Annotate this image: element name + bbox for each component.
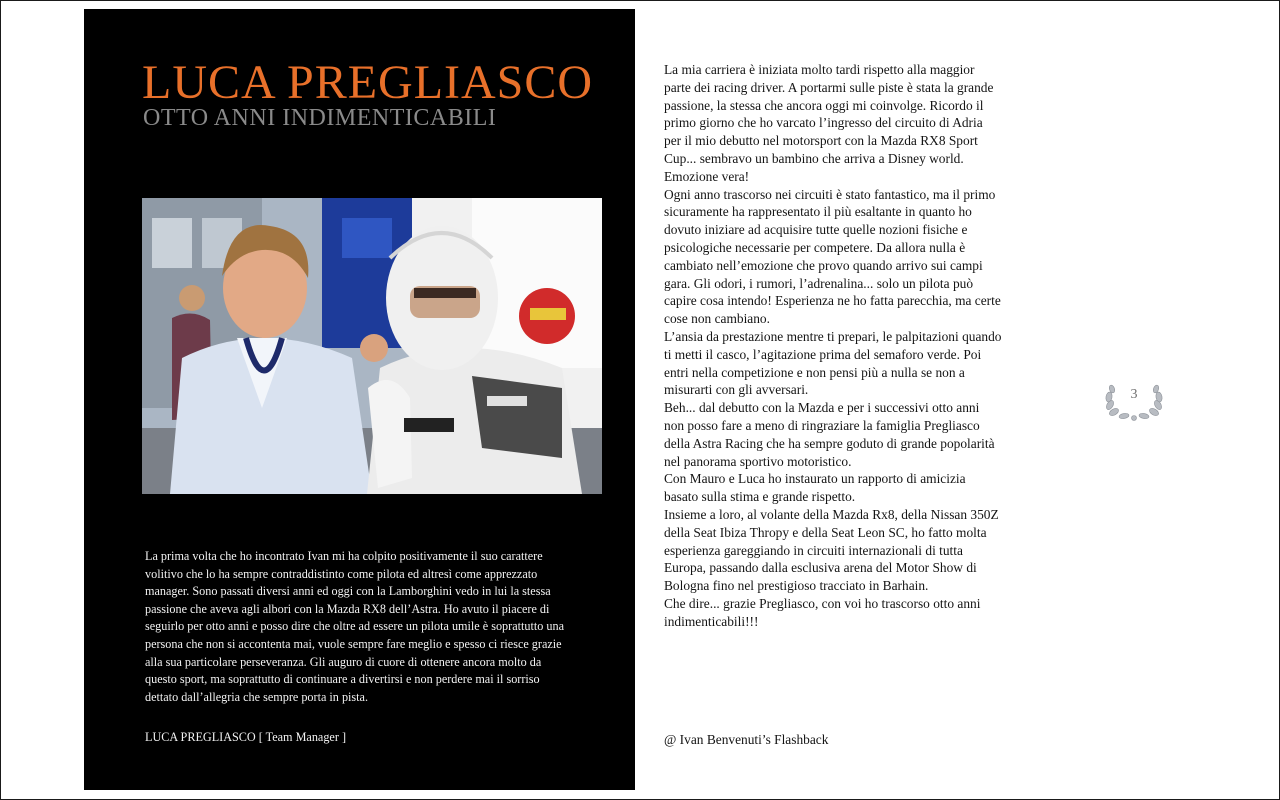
page-number: 3: [1130, 387, 1138, 402]
article-title: LUCA PREGLIASCO: [142, 56, 594, 109]
left-page: [84, 9, 635, 790]
page-number-badge: [1100, 378, 1168, 424]
paragraph: Che dire... grazie Pregliasco, con voi ho trascorso otto anni indimenticabili!!!: [664, 595, 981, 629]
paragraph: L’ansia da prestazione mentre ti prepari, le palpitazioni quando ti metti il casco, l’agitazione prima del semaforo verde. Poi entri nella competizione e non pensi più a nulla se non a misurarti con gli avversari.: [664, 328, 1002, 398]
paragraph: Beh... dal debutto con la Mazda e per i successivi otto anni non posso fare a meno di ringraziare la famiglia Pregliasco della Astra Racing che ha sempre goduto di grande popolarità nel panorama sportivo motoristico.: [664, 400, 995, 469]
right-body: [664, 61, 1002, 631]
left-body-text: La prima volta che ho incontrato Ivan mi ha colpito positivamente il suo carattere volitivo che lo ha sempre contraddistinto come pilota ed altresì come apprezzato manager. Sono passati diversi anni ed oggi con la Lamborghini vedo in lui la stessa passione che aveva agli albori con la Mazda RX8 dell’Astra. Ho avuto il piacere di seguirlo per otto anni e posso dire che oltre ad essere un pilota umile è soprattutto una persona che non si accontenta mai, vuole sempre fare meglio e spesso ci riesce grazie alla sua particolare perseveranza. Gli auguro di cuore di ottenere ancora molto da questo sport, ma soprattutto di continuare a divertirsi e non perdere mai il sorriso dettato dall’allegria che sempre porta in pista.: [145, 549, 564, 704]
right-signature: @ Ivan Benvenuti’s Flashback: [664, 732, 829, 747]
article-subtitle: OTTO ANNI INDIMENTICABILI: [143, 105, 497, 131]
paragraph: Ogni anno trascorso nei circuiti è stato fantastico, ma il primo sicuramente ha rappresentato il più esaltante in quanto ho dovuto iniziare ad acquisire tutte quelle nozioni fisiche e psicologiche necessarie per competere. Da allora nulla è cambiato nell’emozione che provo quando arrivo sui campi gara. Gli odori, i rumori, l’adrenalina... solo un pilota può capire cosa intendo! Esperienza ne ho fatta parecchia, ma certe cose non cambiano.: [664, 186, 1001, 327]
racing-photo: [142, 198, 602, 494]
paragraph: La mia carriera è iniziata molto tardi rispetto alla maggior parte dei racing driver. A portarmi sulle piste è stata la grande passione, la stessa che ancora oggi mi coinvolge. Ricordo il primo giorno che ho varcato l’ingresso del circuito di Adria per il mio debutto nel motorsport con la Mazda RX8 Sport Cup... sembravo un bambino che arriva a Disney world. Emozione vera!: [664, 62, 994, 184]
left-signature: LUCA PREGLIASCO [ Team Manager ]: [145, 730, 347, 744]
paragraph: Insieme a loro, al volante della Mazda Rx8, della Nissan 350Z della Seat Ibiza Thropy e della Seat Leon SC, ho fatto molta esperienza gareggiando in circuiti internazionali di tutta Europa, passando dalla esclusiva arena del Motor Show di Bologna fino nel prestigioso tracciato in Barhain.: [664, 506, 999, 594]
paragraph: Con Mauro e Luca ho instaurato un rapporto di amicizia basato sulla stima e grande rispetto.: [664, 471, 966, 505]
